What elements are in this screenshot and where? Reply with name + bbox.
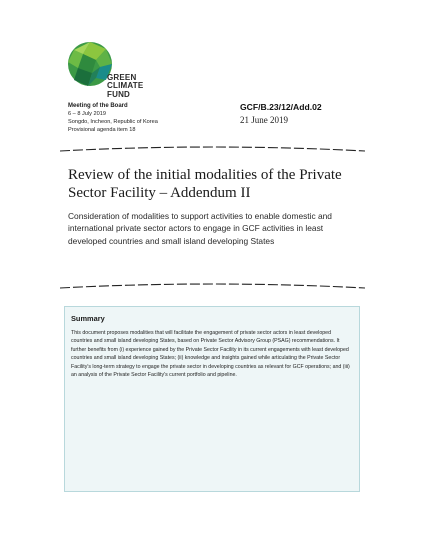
document-date: 21 June 2019 — [240, 115, 288, 125]
document-reference — [240, 102, 360, 125]
meeting-info — [68, 102, 228, 134]
org-name-line-2: CLIMATE — [107, 81, 144, 91]
document-title: Review of the initial modalities of the Private Sector Facility – Addendum II — [68, 167, 342, 201]
meeting-dates: 6 – 8 July 2019 — [68, 111, 106, 117]
document-subtitle: Consideration of modalities to support activities to enable domestic and international private sector actors to engage in GCF activities in least developed countries and small island developing States — [68, 211, 332, 246]
document-symbol: GCF/B.23/12/Add.02 — [240, 102, 322, 112]
bottom-divider — [60, 281, 365, 291]
summary-heading: Summary — [71, 314, 105, 323]
agenda-item: Provisional agenda item 18 — [68, 127, 136, 133]
top-divider — [60, 144, 365, 154]
org-name-line-1: GREEN — [107, 73, 137, 82]
organization-name — [107, 74, 143, 99]
meeting-location: Songdo, Incheon, Republic of Korea — [68, 119, 158, 125]
meeting-heading: Meeting of the Board — [68, 103, 128, 109]
org-name-line-3: FUND — [107, 89, 131, 99]
summary-text: This document proposes modalities that will facilitate the engagement of private sector actors in least developed countries and small island developing States, based on Private Sector Advisory Group (PSAG) recommendations. It further benefits from (i) experience gained by the Private Sector Facility in its current engagements with least developed countries and small island developing States; (ii) knowledge and insights gained while articulating the Private Sector Facility's long-term strategy to engage the private sector in developing countries as relevant for GCF operations; and (iii) an analysis of the Private Sector Facility's current portfolio and pipeline. — [71, 330, 350, 379]
summary-box — [64, 306, 360, 492]
